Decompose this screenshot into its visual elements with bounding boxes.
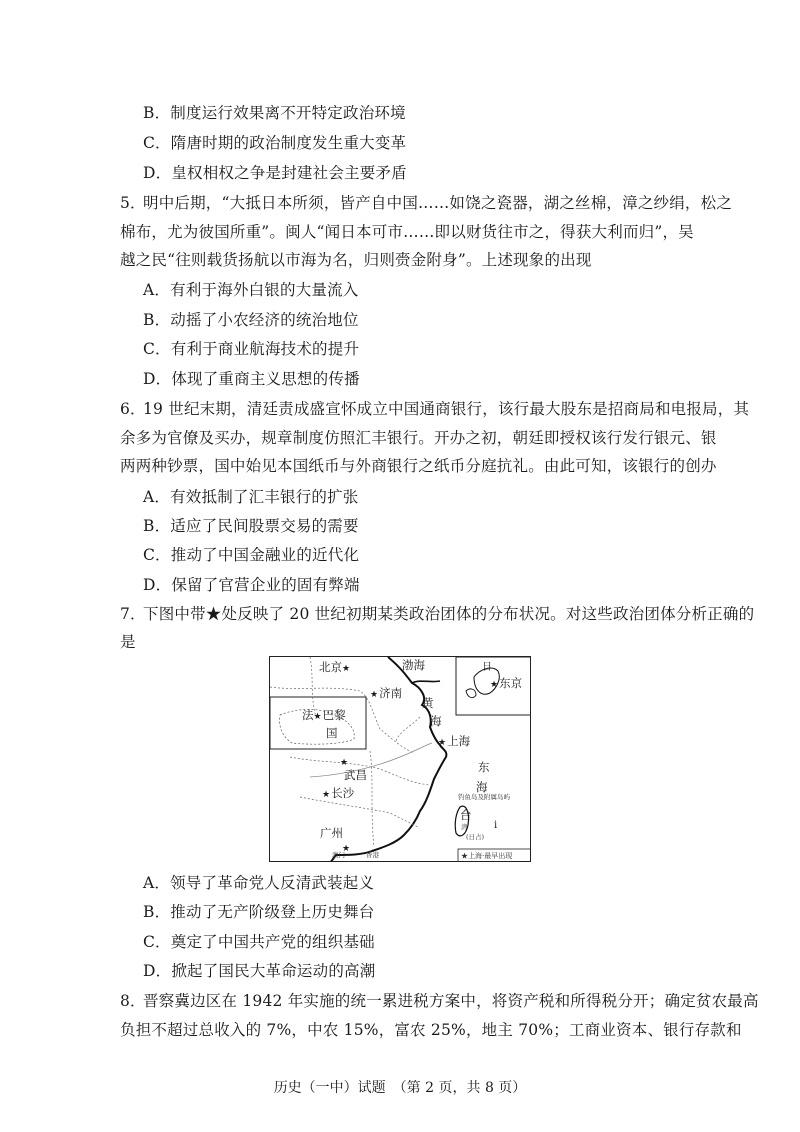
page-footer: 历史（一中）试题 （第 2 页，共 8 页） [273, 1080, 527, 1096]
beijing-text: 北京 [319, 660, 342, 674]
q6-stem-line-1: 19 世纪末期，清廷责成盛宣怀成立中国通商银行，该行最大股东是招商局和电报局，其 [143, 400, 750, 418]
q5-stem-line-2: 棉布，尤为彼国所重”。闽人“闻日本可市……即以财货往市之，得获大利而归”，吴 [120, 223, 694, 241]
map-label-taiwan-2: 湾 [461, 823, 468, 831]
q5-option-b: B．动摇了小农经济的统治地位 [143, 311, 359, 329]
tokyo-text: 东京 [499, 676, 523, 690]
map-label-jinan [370, 687, 402, 702]
q5-number: 5． [120, 194, 146, 212]
q4-option-b: B．制度运行效果离不开特定政治环境 [143, 104, 406, 122]
map-label-shanghai [438, 735, 470, 750]
map-label-dong: 东 [478, 760, 490, 774]
map-label-macau: 澳门 [332, 851, 345, 859]
q7-stem-line-1: 下图中带★处反映了 20 世纪初期某类政治团体的分布状况。对这些政治团体分析正确的 [143, 605, 755, 623]
map-label-islands: 钓鱼岛及附属岛屿 [458, 793, 510, 801]
map-label-paris [302, 709, 346, 724]
q6-option-c: C．推动了中国金融业的近代化 [143, 546, 360, 564]
map-label-taiwan-3: (日占) [466, 833, 485, 841]
q5-option-c: C．有利于商业航海技术的提升 [143, 340, 360, 358]
tokyo-star-icon: ★ [490, 680, 499, 690]
map-label-hai: 海 [476, 780, 488, 794]
map-label-taiwan-1: 台 [460, 808, 472, 822]
q6-option-a: A．有效抵制了汇丰银行的扩张 [143, 488, 359, 506]
map-label-huanghai-2: 海 [430, 714, 442, 728]
q5-stem-line-1: 明中后期，“大抵日本所须，皆产自中国……如饶之瓷器，湖之丝棉，漳之纱绢，松之 [143, 194, 733, 212]
map-label-pacific: i [494, 820, 498, 831]
changsha-text: 长沙 [331, 786, 355, 800]
distribution-map [269, 656, 531, 862]
paris-star-icon: ★ [313, 712, 322, 722]
q5-option-d: D．体现了重商主义思想的传播 [143, 370, 360, 388]
q8-stem-line-2: 负担不超过总收入的 7%，中农 15%，富农 25%，地主 70%；工商业资本、银行存款和 [120, 1021, 742, 1039]
q6-number: 6． [120, 400, 146, 418]
q7-option-a: A．领导了革命党人反清武装起义 [143, 874, 375, 892]
map-label-guangzhou [320, 827, 343, 840]
q6-stem-line-2: 余多为官僚及买办，规章制度仿照汇丰银行。开办之初，朝廷即授权该行发行银元、银 [120, 429, 717, 447]
paris-text: 巴黎 [322, 708, 346, 722]
map-label-wuchang: 武昌 [344, 768, 367, 782]
q7-option-d: D．掀起了国民大革命运动的高潮 [143, 962, 376, 980]
map-label-bohai: 渤海 [402, 658, 425, 672]
map-label-france-guo: 国 [326, 726, 338, 740]
wuchang-star-icon: ★ [340, 758, 349, 768]
q4-option-d: D．皇权相权之争是封建社会主要矛盾 [143, 164, 407, 182]
q5-stem-line-3: 越之民“往则载货扬航以市海为名，归则赍金附身”。上述现象的出现 [120, 251, 592, 269]
q7-stem-line-2: 是 [120, 633, 136, 651]
guangzhou-star-icon: ★ [342, 844, 351, 854]
q4-option-c: C．隋唐时期的政治制度发生重大变革 [143, 134, 407, 152]
map-label-japan: 日 [482, 662, 492, 673]
q7-number: 7． [120, 605, 146, 623]
changsha-star-icon: ★ [322, 790, 331, 800]
q7-option-b: B．推动了无产阶级登上历史舞台 [143, 903, 375, 921]
q5-option-a: A．有利于海外白银的大量流入 [143, 281, 359, 299]
q6-option-d: D．保留了官营企业的固有弊端 [143, 576, 360, 594]
shanghai-text: 上海 [447, 734, 471, 748]
map-legend: ★上海·最早出现 [461, 852, 513, 860]
jinan-star-icon: ★ [370, 690, 379, 700]
q8-number: 8． [120, 992, 146, 1010]
beijing-star-icon: ★ [342, 664, 351, 674]
france-text: 法 [302, 708, 314, 722]
shanghai-star-icon: ★ [438, 738, 447, 748]
map-label-hongkong: 香港 [366, 851, 379, 859]
q7-option-c: C．奠定了中国共产党的组织基础 [143, 933, 375, 951]
map-label-changsha [322, 787, 354, 802]
map-label-tokyo [490, 677, 522, 692]
q6-option-b: B．适应了民间股票交易的需要 [143, 517, 359, 535]
jinan-text: 济南 [379, 686, 403, 700]
guangzhou-text: 广州 [320, 826, 343, 840]
q6-stem-line-3: 两两种钞票，国中始见本国纸币与外商银行之纸币分庭抗礼。由此可知，该银行的创办 [120, 457, 717, 475]
map-label-huanghai-1: 黄 [422, 696, 434, 710]
map-label-beijing [319, 661, 351, 676]
q8-stem-line-1: 晋察冀边区在 1942 年实施的统一累进税方案中，将资产税和所得税分开；确定贫农最高 [143, 992, 759, 1010]
